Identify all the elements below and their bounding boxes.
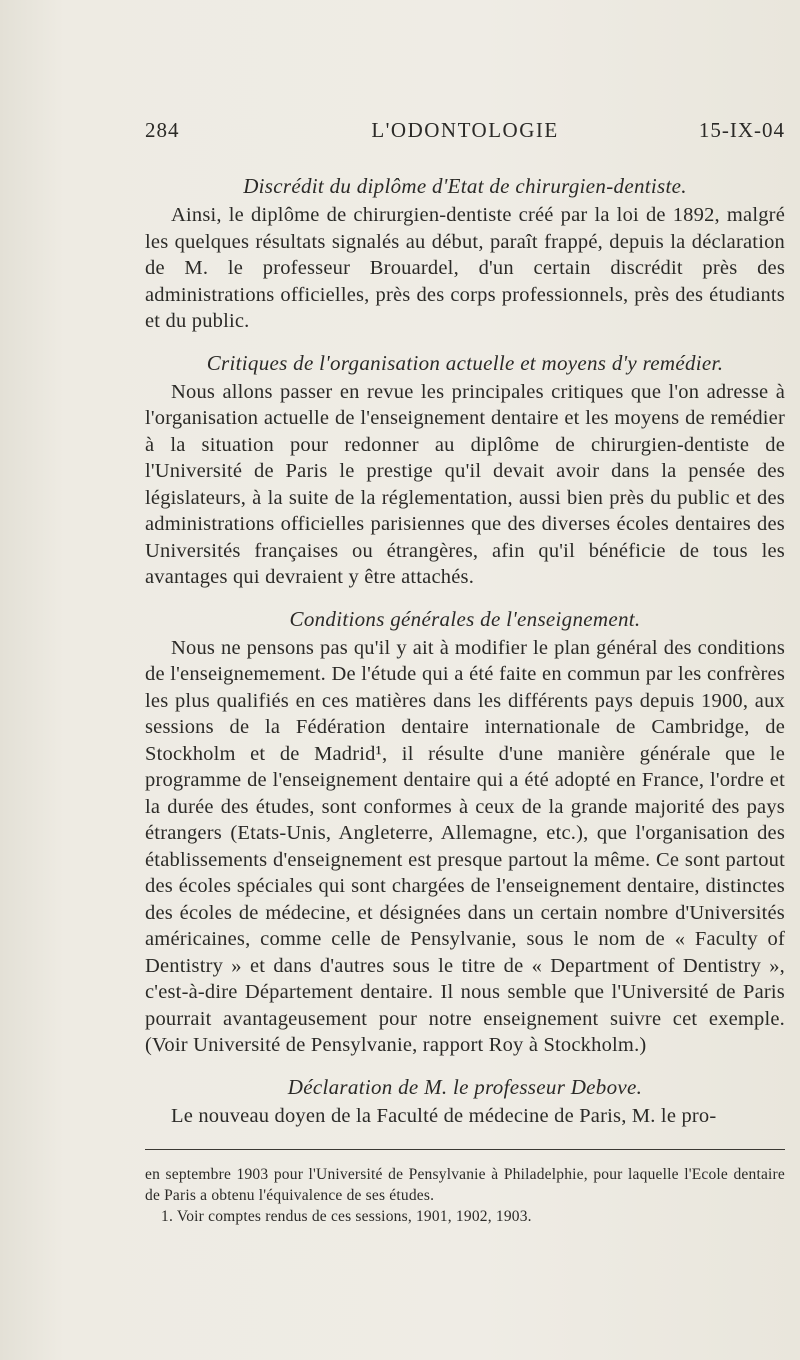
- section-paragraph: Nous ne pensons pas qu'il y ait à modifier le plan général des conditions de l'enseignemement. De l'étude qui a été faite en commun par les confrères les plus qualifiés en ces matières dans les différents pays depuis 1900, aux sessions de la Fédération dentaire internationale de Cambridge, de Stockholm et de Madrid¹, il résulte d'une manière générale que le programme de l'enseignement dentaire qui a été adopté en France, l'ordre et la durée des études, sont conformes à ceux de la grande majorité des pays étrangers (Etats-Unis, Angleterre, Allemagne, etc.), que l'organisation des établissements d'enseignement est presque partout la même. Ce sont partout des écoles spéciales qui sont chargées de l'enseignement dentaire, distinctes des écoles de médecine, et désignées dans un certain nombre d'Universités américaines, comme celle de Pensylvanie, sous le nom de « Faculty of Dentistry » et dans d'autres sous le titre de « Department of Dentistry », c'est-à-dire Département dentaire. Il nous semble que l'Université de Paris pourrait avantageusement pour notre enseignement suivre cet exemple. (Voir Université de Pensylvanie, rapport Roy à Stockholm.): [145, 636, 785, 1056]
- section-heading: Discrédit du diplôme d'Etat de chirurgien-dentiste.: [243, 174, 687, 198]
- section-heading: Critiques de l'organisation actuelle et moyens d'y remédier.: [206, 350, 724, 375]
- running-title: L'ODONTOLOGIE: [371, 118, 559, 142]
- section-heading: Conditions générales de l'enseignement.: [289, 606, 641, 631]
- section-paragraph: Nous allons passer en revue les principales critiques que l'on adresse à l'organisation actuelle de l'enseignement dentaire et les moyens de remédier à la situation pour redonner au diplôme de chirurgien-dentiste de l'Université de Paris le prestige qu'il devait avoir dans la pensée des législateurs, à la suite de la réglementation, aussi bien près du public et des administrations officielles parisiennes que des diverses écoles dentaires des Universités françaises ou étrangères, afin qu'il bénéficie de tous les avantages qui devraient y être attachés.: [145, 380, 785, 588]
- section-heading: Déclaration de M. le professeur Debove.: [287, 1074, 643, 1099]
- footnote-continuation: en septembre 1903 pour l'Université de Pensylvanie à Philadelphie, pour laquelle l'Ecole dentaire de Paris a obtenu l'équivalence de ses études.: [145, 1166, 785, 1204]
- page-body: [145, 170, 785, 1129]
- issue-date: 15-IX-04: [698, 118, 785, 142]
- running-header: [145, 118, 785, 148]
- footnote-1: 1. Voir comptes rendus de ces sessions, 1901, 1902, 1903.: [161, 1208, 532, 1225]
- section-paragraph: Le nouveau doyen de la Faculté de médecine de Paris, M. le pro-: [171, 1104, 717, 1127]
- section-paragraph: Ainsi, le diplôme de chirurgien-dentiste créé par la loi de 1892, malgré les quelques résultats signalés au début, paraît frappé, depuis la déclaration de M. le professeur Brouardel, d'un certain discrédit près des administrations officielles, près des corps professionnels, près des étudiants et du public.: [145, 204, 785, 332]
- footnotes: [145, 1164, 785, 1227]
- page-number: 284: [145, 118, 180, 142]
- footnote-divider: [145, 1149, 785, 1150]
